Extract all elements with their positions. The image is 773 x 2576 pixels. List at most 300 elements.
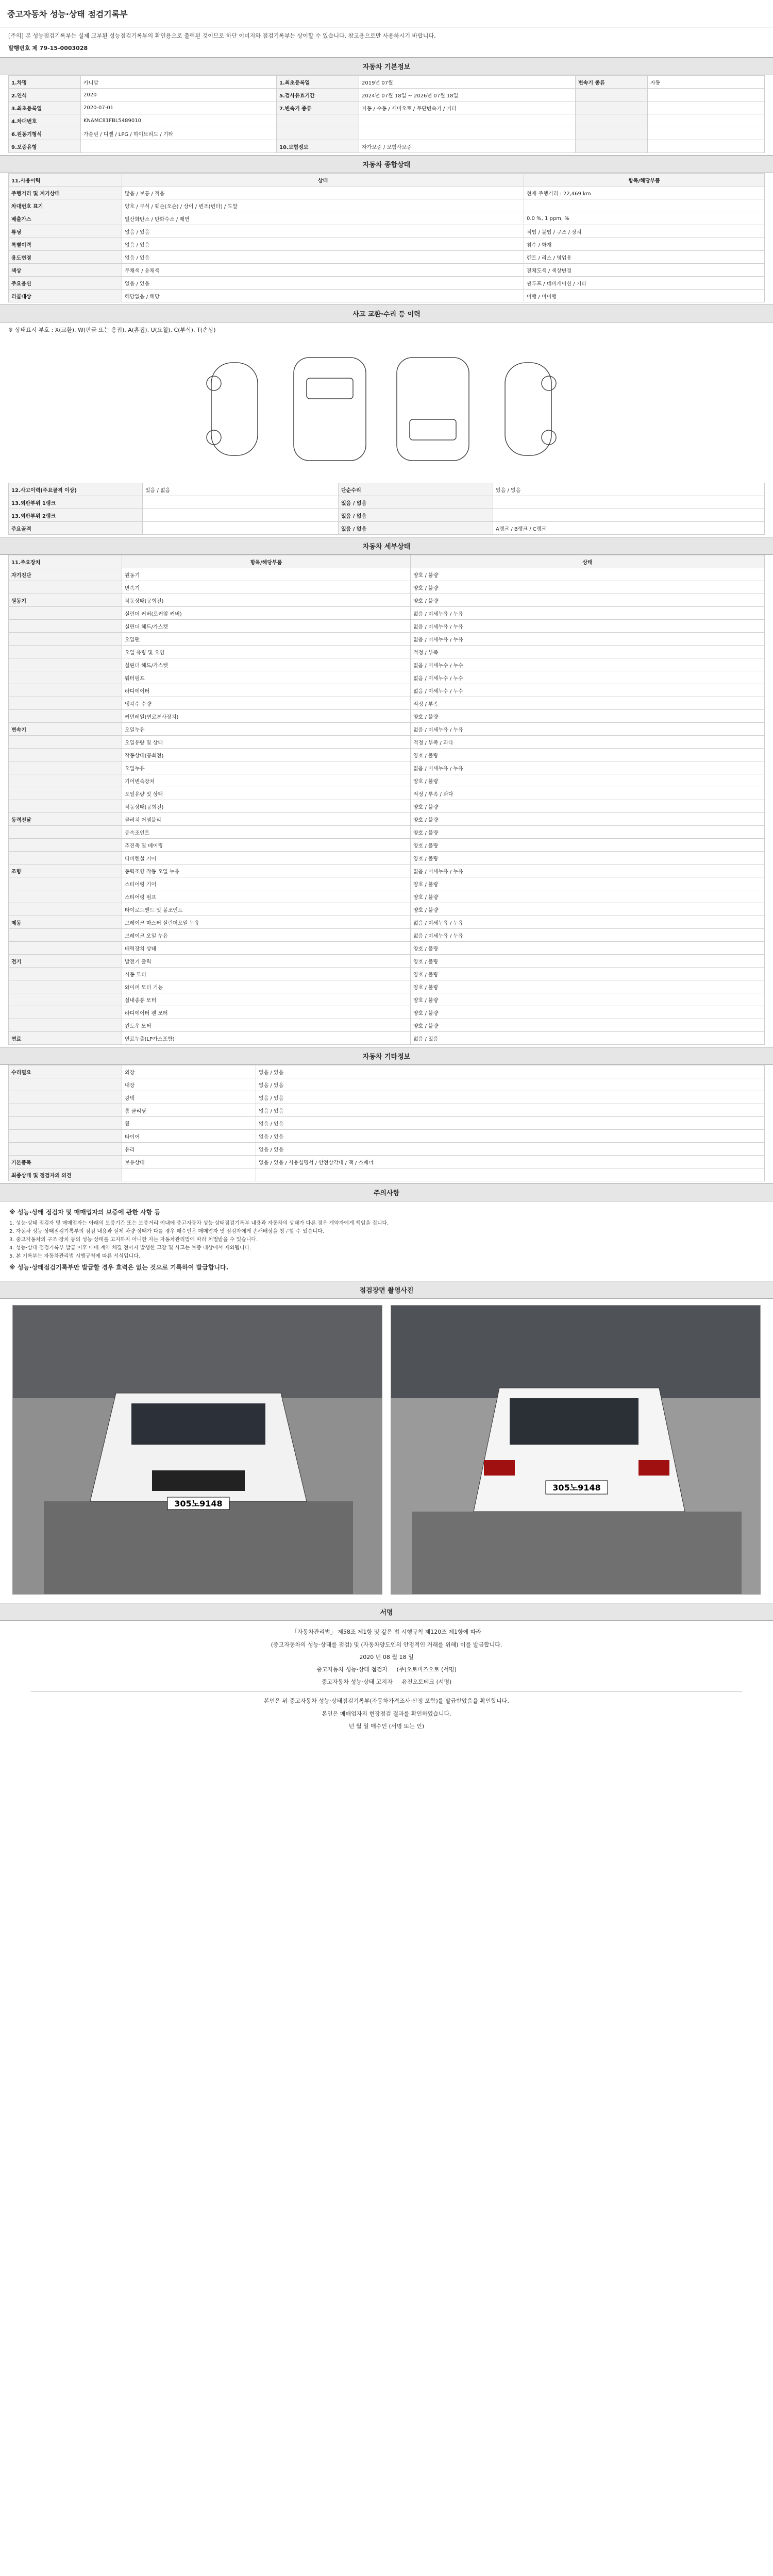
section-other-title: 자동차 기타정보 (0, 1047, 773, 1065)
table-cell: 양호 / 불량 (411, 568, 765, 581)
table-cell: 없음 / 있음 (256, 1091, 765, 1104)
table-cell: 양호 / 불량 (411, 800, 765, 813)
table-cell: 양호 / 불량 (411, 826, 765, 839)
table-cell: 1.최초등록일 (277, 76, 359, 89)
table-row (9, 199, 765, 212)
table-cell: 있음 / 없음 (143, 483, 339, 496)
table-row (9, 483, 765, 496)
sign-buyer-signature: 년 월 일 매수인 (서명 또는 인) (348, 1722, 425, 1730)
table-row (9, 1019, 765, 1032)
table-row (9, 277, 765, 290)
table-cell: 없음 / 있음 (122, 277, 524, 290)
table-cell: 클러치 어셈블리 (122, 813, 411, 826)
table-row (9, 509, 765, 522)
table-cell: 있음 / 없음 (339, 496, 493, 509)
table-cell: 5.검사유효기간 (277, 89, 359, 101)
front-plate: 305노9148 (174, 1499, 223, 1509)
table-row (9, 187, 765, 199)
table-cell (9, 1143, 122, 1156)
table-cell: 없음 / 있음 (256, 1104, 765, 1117)
table-row (9, 710, 765, 723)
table-cell: 자기진단 (9, 568, 122, 581)
table-cell: 6.원동기형식 (9, 127, 81, 140)
table-cell: 최종상태 및 점검자의 의견 (9, 1168, 122, 1181)
sign-notifier: 중고자동차 성능·상태 고지자 유진오토테크 (서명) (321, 1679, 452, 1686)
table-cell: 13.외판부위 1랭크 (9, 496, 143, 509)
front-car-photo (12, 1305, 382, 1595)
table-cell: 일산화탄소 / 탄화수소 / 매연 (122, 212, 524, 225)
table-cell (648, 114, 765, 127)
table-row (9, 839, 765, 852)
table-cell (648, 89, 765, 101)
notes-title: ※ 성능·상태 점검자 및 매매업자의 보증에 관한 사항 등 (9, 1209, 161, 1216)
table-row (9, 1117, 765, 1130)
table-cell: 배력장치 상태 (122, 942, 411, 955)
table-cell (9, 929, 122, 942)
table-cell: 단순수리 (339, 483, 493, 496)
detail-header-3: 상태 (411, 555, 765, 568)
table-cell: 13.외판부위 2랭크 (9, 509, 143, 522)
table-cell (9, 839, 122, 852)
table-cell: 동력조향 작동 오일 누유 (122, 865, 411, 877)
table-cell: 유리 (122, 1143, 256, 1156)
note-line: 1. 성능·상태 점검자 및 매매업자는 아래의 보증기간 또는 보증거리 이내에 중고자동차 성능·상태점검기록부 내용과 자동차의 상태가 다른 경우 계약자에게 책임을 집니다. (9, 1221, 389, 1227)
general-table (8, 173, 765, 302)
table-cell (143, 509, 339, 522)
table-row (9, 980, 765, 993)
detail-header-1: 11.주요장치 (9, 555, 122, 568)
table-cell: 냉각수 수량 (122, 697, 411, 710)
table-cell (9, 646, 122, 658)
table-cell: 휠 (122, 1117, 256, 1130)
table-cell: 스티어링 펌프 (122, 890, 411, 903)
table-cell: 기본품목 (9, 1156, 122, 1168)
table-row (9, 581, 765, 594)
table-cell (359, 127, 576, 140)
table-cell: 없음 / 미세누유 / 누유 (411, 723, 765, 736)
note-line: 4. 성능·상태 점검기록부 발급 이후 매매 계약 체결 전까지 발생한 고장 및 사고는 보증 대상에서 제외됩니다. (9, 1245, 251, 1251)
table-row (9, 101, 765, 114)
section-basic-title: 자동차 기본정보 (0, 57, 773, 75)
table-row (9, 620, 765, 633)
table-cell: 4.차대번호 (9, 114, 81, 127)
section-detail-title: 자동차 세부상태 (0, 537, 773, 555)
table-cell (9, 993, 122, 1006)
table-cell: 없음 / 미세누수 / 누수 (411, 658, 765, 671)
table-cell: 없음 / 미세누수 / 누수 (411, 671, 765, 684)
table-cell (9, 620, 122, 633)
table-row (9, 697, 765, 710)
table-cell (648, 101, 765, 114)
table-cell: 없음 / 미세누유 / 누유 (411, 916, 765, 929)
table-cell (9, 800, 122, 813)
table-cell (9, 1078, 122, 1091)
table-cell: 커먼레일(연료분사장치) (122, 710, 411, 723)
table-cell: 양호 / 불량 (411, 993, 765, 1006)
table-cell (493, 496, 765, 509)
sign-buyer-line: 본인은 매매업자의 현장점검 결과를 확인하였습니다. (322, 1710, 451, 1717)
table-row (9, 826, 765, 839)
table-cell: 오일누유 (122, 761, 411, 774)
table-cell (9, 710, 122, 723)
car-diagram (0, 337, 773, 483)
general-header-2: 상태 (122, 174, 524, 187)
table-cell: 렌트 / 리스 / 영업용 (524, 251, 765, 264)
general-header-1: 11.사용이력 (9, 174, 122, 187)
table-row (9, 993, 765, 1006)
table-cell: 디퍼렌셜 기어 (122, 852, 411, 865)
table-cell: 가솔린 / 디젤 / LPG / 하이브리드 / 기타 (81, 127, 277, 140)
table-cell (359, 114, 576, 127)
table-row (9, 955, 765, 968)
general-header-3: 항목/해당부품 (524, 174, 765, 187)
table-cell: 있음 / 없음 (339, 509, 493, 522)
table-cell (9, 1130, 122, 1143)
table-cell: 없음 / 있음 (256, 1117, 765, 1130)
table-row (9, 1065, 765, 1078)
table-row (9, 114, 765, 127)
table-cell: 양호 / 불량 (411, 942, 765, 955)
table-cell (9, 890, 122, 903)
note-line: 2. 자동차 성능·상태점검기록부의 점검 내용과 실제 차량 상태가 다를 경우 매수인은 매매업자 및 점검자에게 손해배상을 청구할 수 있습니다. (9, 1229, 324, 1235)
table-cell (9, 1117, 122, 1130)
table-cell: 양호 / 불량 (411, 968, 765, 980)
table-row (9, 646, 765, 658)
table-cell: 보유상태 (122, 1156, 256, 1168)
table-cell: 차대번호 표기 (9, 199, 122, 212)
table-cell (9, 761, 122, 774)
table-cell: 양호 / 불량 (411, 749, 765, 761)
table-cell (9, 749, 122, 761)
table-cell: 양호 / 불량 (411, 903, 765, 916)
table-cell: 양호 / 불량 (411, 955, 765, 968)
table-cell (9, 736, 122, 749)
table-cell: 적정 / 부족 (411, 646, 765, 658)
table-row (9, 251, 765, 264)
table-row (9, 1130, 765, 1143)
notes-footer: ※ 성능·상태점검기록부만 발급할 경우 효력은 없는 것으로 기록하여 발급합니다. (9, 1264, 229, 1272)
table-cell: 변속기 (122, 581, 411, 594)
table-cell: 동력전달 (9, 813, 122, 826)
table-cell (9, 671, 122, 684)
table-cell (9, 658, 122, 671)
table-cell: 튜닝 (9, 225, 122, 238)
table-cell: 전기 (9, 955, 122, 968)
table-cell (9, 581, 122, 594)
table-cell: 3.최초등록일 (9, 101, 81, 114)
table-cell: 연료 (9, 1032, 122, 1045)
table-cell: A랭크 / B랭크 / C랭크 (493, 522, 765, 535)
table-cell (576, 89, 648, 101)
table-row (9, 852, 765, 865)
table-row (9, 723, 765, 736)
table-cell: 양호 / 불량 (411, 1019, 765, 1032)
table-row (9, 89, 765, 101)
detail-header-2: 항목/해당부품 (122, 555, 411, 568)
table-cell: 없음 / 있음 (411, 1032, 765, 1045)
table-row (9, 1168, 765, 1181)
table-cell: 양호 / 부식 / 훼손(오손) / 상이 / 변조(변타) / 도말 (122, 199, 524, 212)
section-damage-title: 사고 교환·수리 등 이력 (0, 304, 773, 323)
damage-legend: ※ 상태표시 부호 : X(교환), W(판금 또는 용접), A(흠집), U(요철), C(부식), T(손상) (8, 327, 216, 333)
table-cell: 발전기 출력 (122, 955, 411, 968)
sign-block (0, 1621, 773, 1738)
table-cell (143, 496, 339, 509)
table-row (9, 800, 765, 813)
table-cell (9, 826, 122, 839)
table-cell: 오일팬 (122, 633, 411, 646)
table-row (9, 140, 765, 153)
table-cell: 원동기 (122, 568, 411, 581)
table-cell: 타이어 (122, 1130, 256, 1143)
table-cell: 7.변속기 종류 (277, 101, 359, 114)
table-cell: 내장 (122, 1078, 256, 1091)
table-cell (9, 633, 122, 646)
table-cell: 없음 / 있음 (122, 251, 524, 264)
table-cell: 등속조인트 (122, 826, 411, 839)
table-cell: 라디에이터 팬 모터 (122, 1006, 411, 1019)
table-cell (9, 1104, 122, 1117)
page-title: 중고자동차 성능·상태 점검기록부 (0, 0, 773, 27)
table-cell: 기어변속장치 (122, 774, 411, 787)
table-cell (143, 522, 339, 535)
table-cell (648, 140, 765, 153)
table-cell: 없음 / 있음 (256, 1065, 765, 1078)
table-row (9, 568, 765, 581)
table-cell: 10.보험정보 (277, 140, 359, 153)
table-cell: 많음 / 보통 / 적음 (122, 187, 524, 199)
table-cell: 있음 / 없음 (493, 483, 765, 496)
table-cell (122, 1168, 256, 1181)
table-cell: 9.보증유형 (9, 140, 81, 153)
table-row (9, 1078, 765, 1091)
table-cell: 제동 (9, 916, 122, 929)
table-cell: 적정 / 부족 / 과다 (411, 736, 765, 749)
table-cell (524, 199, 765, 212)
table-row (9, 522, 765, 535)
table-cell: 없음 / 있음 (256, 1078, 765, 1091)
table-cell (9, 980, 122, 993)
table-cell: 무채색 / 유채색 (122, 264, 524, 277)
table-cell (493, 509, 765, 522)
table-cell: 2019년 07월 (359, 76, 576, 89)
damage-table (8, 483, 765, 535)
table-cell: 룸 클리닝 (122, 1104, 256, 1117)
table-cell: 색상 (9, 264, 122, 277)
table-cell: 조향 (9, 865, 122, 877)
table-cell (9, 968, 122, 980)
table-row (9, 929, 765, 942)
section-sign-title: 서명 (0, 1603, 773, 1621)
table-cell (277, 127, 359, 140)
table-row (9, 212, 765, 225)
table-cell: 외장 (122, 1065, 256, 1078)
table-row (9, 813, 765, 826)
detail-table (8, 555, 765, 1045)
table-cell: 용도변경 (9, 251, 122, 264)
table-cell: 없음 / 미세누수 / 누수 (411, 684, 765, 697)
table-cell (9, 877, 122, 890)
table-cell: 카니발 (81, 76, 277, 89)
table-cell: 없음 / 미세누유 / 누유 (411, 761, 765, 774)
table-cell: 작동상태(공회전) (122, 749, 411, 761)
table-cell: 없음 / 있음 / 사용설명서 / 안전삼각대 / 잭 / 스패너 (256, 1156, 765, 1168)
table-row (9, 903, 765, 916)
sign-date: 2020 년 08 월 18 일 (359, 1653, 414, 1660)
table-row (9, 290, 765, 302)
table-cell: 특별이력 (9, 238, 122, 251)
table-cell: 2024년 07월 18일 ~ 2026년 07월 18일 (359, 89, 576, 101)
table-cell: 없음 / 있음 (122, 238, 524, 251)
divider (31, 1691, 742, 1692)
table-row (9, 658, 765, 671)
document-number-value: 제 79-15-0003028 (32, 45, 88, 52)
table-cell: 12.사고이력(주요골격 이상) (9, 483, 143, 496)
table-row (9, 1143, 765, 1156)
table-cell: 2.연식 (9, 89, 81, 101)
table-cell (576, 140, 648, 153)
table-cell (277, 114, 359, 127)
table-cell: 광택 (122, 1091, 256, 1104)
notes-block (0, 1201, 773, 1279)
table-cell: 자동 (648, 76, 765, 89)
table-row (9, 76, 765, 89)
car-outline-icon (191, 342, 582, 476)
table-cell: 적정 / 부족 / 과다 (411, 787, 765, 800)
table-cell: 없음 / 미세누유 / 누유 (411, 620, 765, 633)
table-cell: 양호 / 불량 (411, 852, 765, 865)
table-cell: 0.0 %, 1 ppm, % (524, 212, 765, 225)
table-cell: 양호 / 불량 (411, 710, 765, 723)
basic-table (8, 75, 765, 153)
table-cell: 없음 / 있음 (256, 1143, 765, 1156)
table-cell: 없음 / 있음 (256, 1130, 765, 1143)
table-row (9, 633, 765, 646)
table-row (9, 684, 765, 697)
other-table (8, 1065, 765, 1181)
table-cell: 양호 / 불량 (411, 980, 765, 993)
table-row (9, 736, 765, 749)
table-cell: 윈도우 모터 (122, 1019, 411, 1032)
table-row (9, 942, 765, 955)
table-cell: 와이퍼 모터 기능 (122, 980, 411, 993)
table-row (9, 761, 765, 774)
table-cell: 양호 / 불량 (411, 839, 765, 852)
table-row (9, 749, 765, 761)
table-cell: 현재 주행거리 : 22,469 km (524, 187, 765, 199)
photo-row (0, 1299, 773, 1601)
table-cell: 변속기 종류 (576, 76, 648, 89)
table-cell: 스티어링 기어 (122, 877, 411, 890)
sign-receive: 본인은 위 중고자동차 성능·상태점검기록부(자동차가격조사·산정 포함)를 발급받았음을 확인합니다. (264, 1698, 509, 1705)
table-cell: 양호 / 불량 (411, 1006, 765, 1019)
sign-line-1: 「자동차관리법」 제58조 제1항 및 같은 법 시행규칙 제120조 제1항에 따라 (291, 1629, 482, 1636)
table-cell: 없음 / 미세누유 / 누유 (411, 607, 765, 620)
intro-notice: [주의] 본 성능점검기록부는 실제 교부된 성능점검기록부의 확인용으로 출력된 것이므로 하단 이미지와 점검기록부는 상이할 수 있습니다. 참고용으로만 사용하시기 바랍니다. (8, 32, 436, 39)
table-cell (9, 1091, 122, 1104)
table-row (9, 1156, 765, 1168)
table-cell: 실린더 헤드/가스켓 (122, 658, 411, 671)
table-row (9, 127, 765, 140)
table-cell: 추진축 및 베어링 (122, 839, 411, 852)
table-row (9, 594, 765, 607)
note-line: 3. 중고자동차의 구조·장치 등의 성능·상태를 고지하지 아니한 자는 자동차관리법에 따라 처벌받을 수 있습니다. (9, 1237, 258, 1243)
table-cell: 적정 / 부족 (411, 697, 765, 710)
table-cell: 오일누유 (122, 723, 411, 736)
table-cell: 적법 / 불법 / 구조 / 장치 (524, 225, 765, 238)
table-row (9, 671, 765, 684)
table-cell: 실린더 헤드/가스켓 (122, 620, 411, 633)
table-cell: 라디에이터 (122, 684, 411, 697)
table-row (9, 1006, 765, 1019)
document-number: 발행번호 제 79-15-0003028 (8, 45, 88, 52)
table-cell: 없음 / 있음 (122, 225, 524, 238)
table-cell: 오일유량 및 상태 (122, 787, 411, 800)
table-cell (648, 127, 765, 140)
table-cell: 작동상태(공회전) (122, 594, 411, 607)
table-cell: 전체도색 / 색상변경 (524, 264, 765, 277)
table-cell: 작동상태(공회전) (122, 800, 411, 813)
table-cell (9, 697, 122, 710)
table-cell: 자동 / 수동 / 세미오토 / 무단변속기 / 기타 (359, 101, 576, 114)
note-line: 5. 본 기록부는 자동차관리법 시행규칙에 따른 서식입니다. (9, 1253, 140, 1260)
table-cell (256, 1168, 765, 1181)
table-row (9, 238, 765, 251)
table-row (9, 225, 765, 238)
table-row (9, 877, 765, 890)
table-row (9, 774, 765, 787)
table-row (9, 968, 765, 980)
table-cell: 2020 (81, 89, 277, 101)
table-cell: 양호 / 불량 (411, 581, 765, 594)
table-cell: 수리필요 (9, 1065, 122, 1078)
table-cell: 양호 / 불량 (411, 594, 765, 607)
table-cell (81, 140, 277, 153)
sign-line-2: (중고자동차의 성능·상태를 점검) 및 (자동차양도인의 안정적인 거래를 위해) 이를 발급합니다. (271, 1641, 502, 1648)
table-cell: 실린더 커버(로커암 커버) (122, 607, 411, 620)
table-cell: 주행거리 및 계기상태 (9, 187, 122, 199)
rear-plate: 305노9148 (552, 1483, 601, 1493)
table-cell: 오일 유량 및 오염 (122, 646, 411, 658)
table-row (9, 916, 765, 929)
table-cell: 없음 / 미세누유 / 누유 (411, 865, 765, 877)
rear-car-photo (391, 1305, 761, 1595)
table-cell (9, 684, 122, 697)
table-cell: 1.차명 (9, 76, 81, 89)
table-cell: KNAMC81FBL5489010 (81, 114, 277, 127)
table-cell: 배출가스 (9, 212, 122, 225)
sign-inspector: 중고자동차 성능·상태 점검자 (주)오토비즈오토 (서명) (316, 1666, 457, 1673)
table-cell: 없음 / 미세누유 / 누유 (411, 633, 765, 646)
table-cell: 주요골격 (9, 522, 143, 535)
table-row (9, 787, 765, 800)
table-cell: 없음 / 미세누유 / 누유 (411, 929, 765, 942)
table-cell (9, 1006, 122, 1019)
table-cell: 리콜대상 (9, 290, 122, 302)
table-cell: 시동 모터 (122, 968, 411, 980)
table-cell: 브레이크 오일 누유 (122, 929, 411, 942)
table-cell: 자가보증 / 보험사보증 (359, 140, 576, 153)
table-cell: 연료누출(LP가스포함) (122, 1032, 411, 1045)
table-cell (9, 787, 122, 800)
section-photos-title: 점검장면 촬영사진 (0, 1281, 773, 1299)
table-row (9, 264, 765, 277)
table-cell: 양호 / 불량 (411, 877, 765, 890)
table-cell: 타이로드엔드 및 볼조인트 (122, 903, 411, 916)
table-row (9, 496, 765, 509)
table-cell: 썬루프 / 네비게이션 / 기타 (524, 277, 765, 290)
section-notes-title: 주의사항 (0, 1183, 773, 1201)
